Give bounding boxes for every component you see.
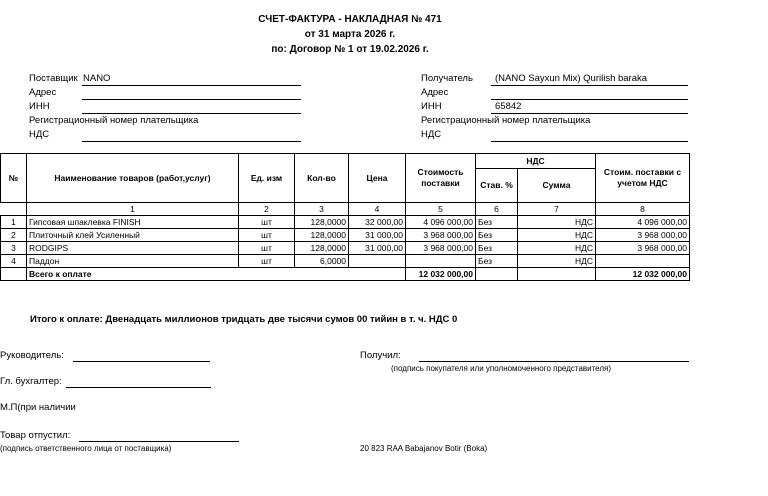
supplier-inn-underline: [82, 113, 301, 114]
recipient-inn-value: 65842: [495, 101, 522, 112]
row-vat-rate: Без: [476, 255, 518, 268]
table-row: [1, 242, 690, 255]
row-unit: шт: [239, 242, 295, 255]
header-vat-rate: Став. %: [476, 169, 518, 203]
supplier-name: NANO: [83, 73, 111, 84]
row-qty: 128,0000: [295, 242, 349, 255]
recipient-vat-underline: [491, 141, 688, 142]
row-unit: шт: [239, 229, 295, 242]
row-qty: 128,0000: [295, 229, 349, 242]
row-vat-sum: НДС: [518, 229, 596, 242]
row-no: 3: [1, 242, 27, 255]
supplier-label: Поставщик: [29, 73, 78, 84]
header-unit: Ед. изм: [239, 154, 295, 203]
column-number: 6: [476, 203, 518, 216]
row-vat-rate: Без: [476, 242, 518, 255]
supplier-underline: [82, 85, 301, 86]
row-total: [596, 255, 690, 268]
supplier-inn-label: ИНН: [29, 101, 50, 112]
total-with-vat: 12 032 000,00: [596, 268, 690, 281]
header-vat: НДС: [476, 154, 596, 169]
row-total: 3 968 000,00: [596, 242, 690, 255]
supplier-reg-label: Регистрационный номер плательщика: [29, 115, 199, 126]
row-cost: [406, 255, 476, 268]
column-number: 2: [239, 203, 295, 216]
row-no: 4: [1, 255, 27, 268]
stamp-label: М.П(при наличии: [0, 402, 76, 413]
received-signature-line: [419, 361, 689, 362]
row-name: Гипсовая шпаклевка FINISH: [27, 216, 239, 229]
accountant-label: Гл. бухгалтер:: [0, 376, 62, 387]
table-header-row: [1, 154, 690, 169]
recipient-vat-label: НДС: [421, 129, 442, 140]
header-total: Стоим. поставки с учетом НДС: [596, 154, 690, 203]
recipient-underline: [491, 85, 688, 86]
row-total: 4 096 000,00: [596, 216, 690, 229]
supplier-vat-label: НДС: [29, 129, 50, 140]
accountant-signature-line: [66, 387, 211, 388]
header-qty: Кол-во: [295, 154, 349, 203]
table-row: [1, 216, 690, 229]
row-price: [349, 255, 406, 268]
row-name: Паддон: [27, 255, 239, 268]
supplier-vat-underline: [82, 141, 301, 142]
row-name: Плиточный клей Усиленный: [27, 229, 239, 242]
column-number: 1: [27, 203, 239, 216]
released-label: Товар отпустил:: [0, 430, 71, 441]
column-numbers-row: [1, 203, 690, 216]
contract-reference: по: Договор № 1 от 19.02.2026 г.: [271, 44, 429, 55]
row-unit: шт: [239, 255, 295, 268]
recipient-address-label: Адрес: [421, 87, 449, 98]
row-cost: 3 968 000,00: [406, 229, 476, 242]
row-name: RODGIPS: [27, 242, 239, 255]
director-signature-line: [73, 361, 210, 362]
row-vat-rate: Без: [476, 216, 518, 229]
header-name: Наименование товаров (работ,услуг): [27, 154, 239, 203]
director-label: Руководитель:: [0, 350, 64, 361]
row-vat-sum: НДС: [518, 255, 596, 268]
recipient-inn-label: ИНН: [421, 101, 442, 112]
row-cost: 4 096 000,00: [406, 216, 476, 229]
table-row: [1, 229, 690, 242]
recipient-address-underline: [491, 99, 688, 100]
row-cost: 3 968 000,00: [406, 242, 476, 255]
total-cost: 12 032 000,00: [406, 268, 476, 281]
received-label: Получил:: [360, 350, 401, 361]
row-unit: шт: [239, 216, 295, 229]
document-code: 20 823 RAA Babajanov Botir (Boka): [360, 444, 488, 453]
row-no: 2: [1, 229, 27, 242]
column-number: 5: [406, 203, 476, 216]
released-signature-line: [79, 441, 239, 442]
recipient-reg-label: Регистрационный номер плательщика: [421, 115, 591, 126]
total-row: [1, 268, 690, 281]
amount-in-words: Итого к оплате: Двенадцать миллионов тридцать две тысячи сумов 00 тийин в т. ч. НДС 0: [30, 314, 458, 325]
row-vat-sum: НДС: [518, 216, 596, 229]
header-cost: Стоимость поставки: [406, 154, 476, 203]
row-vat-sum: НДС: [518, 242, 596, 255]
supplier-address-underline: [82, 99, 301, 100]
received-note: (подпись покупателя или уполномоченного представителя): [391, 364, 612, 373]
row-total: 3 968 000,00: [596, 229, 690, 242]
table-row: [1, 255, 690, 268]
row-price: 32 000,00: [349, 216, 406, 229]
row-no: 1: [1, 216, 27, 229]
document-date: от 31 марта 2026 г.: [304, 29, 396, 40]
column-number: 7: [518, 203, 596, 216]
header-price: Цена: [349, 154, 406, 203]
header-no: №: [1, 154, 27, 203]
row-price: 31 000,00: [349, 242, 406, 255]
row-vat-rate: Без: [476, 229, 518, 242]
header-vat-sum: Сумма: [518, 169, 596, 203]
row-qty: 128,0000: [295, 216, 349, 229]
row-qty: 6,0000: [295, 255, 349, 268]
row-price: 31 000,00: [349, 229, 406, 242]
invoice-table: [0, 153, 690, 281]
recipient-name: (NANO Sayxun Mix) Qurilish baraka: [495, 73, 648, 84]
total-label: Всего к оплате: [27, 268, 406, 281]
column-number: 3: [295, 203, 349, 216]
document-title: СЧЕТ-ФАКТУРА - НАКЛАДНАЯ № 471: [258, 14, 442, 25]
recipient-label: Получатель: [421, 73, 473, 84]
supplier-address-label: Адрес: [29, 87, 57, 98]
column-number: 8: [596, 203, 690, 216]
released-note: (подпись ответственного лица от поставщика): [0, 444, 172, 453]
column-number: 4: [349, 203, 406, 216]
recipient-inn-underline: [491, 113, 688, 114]
